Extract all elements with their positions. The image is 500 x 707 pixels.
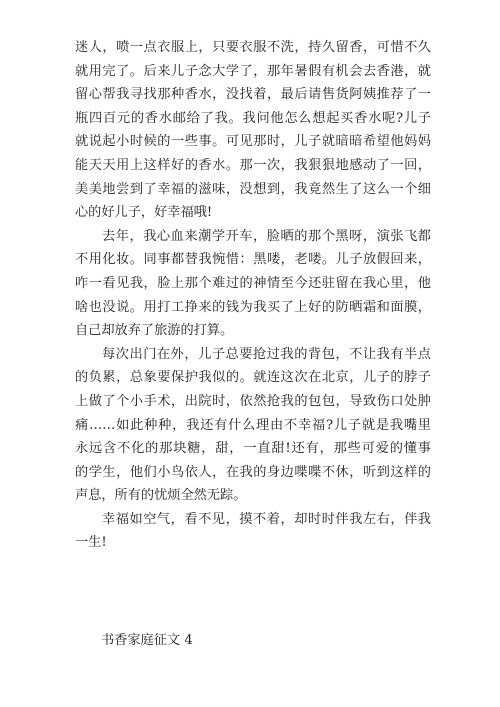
text-line: 美美地尝到了幸福的滋味，没想到，我竟然生了这么一个细 (75, 181, 431, 197)
text-line: 迷人，喷一点衣服上，只要衣服不洗，持久留香，可惜不久 (75, 40, 431, 55)
text-line: 能天天用上这样好的香水。那一次，我狠狠地感动了一回， (75, 157, 431, 173)
text-line: 永远含不化的那块糖，甜，一直甜!还有，那些可爱的懂事 (75, 441, 431, 457)
text-line: 留心帮我寻找那种香水，没找着，最后请售货阿姨推荐了一 (75, 87, 431, 103)
text-line: 上做了个小手术，出院时，依然抢我的包包，导致伤口处肿 (75, 393, 431, 409)
text-line: 的负累，总象要保护我似的。就连这次在北京，儿子的脖子 (75, 370, 431, 386)
paragraph-2 (75, 225, 431, 343)
paragraph-4 (75, 508, 431, 555)
paragraph-3 (75, 343, 431, 508)
text-line: 自己却放弃了旅游的打算。 (75, 323, 234, 339)
text-line: 一生! (75, 535, 107, 551)
text-line: 去年，我心血来潮学开车，脸晒的那个黑呀，演张飞都 (102, 228, 431, 244)
text-line: 就用完了。后来儿子念大学了，那年暑假有机会去香港，就 (75, 63, 431, 79)
text-line: 就说起小时候的一些事。可见那时，儿子就暗暗希望他妈妈 (75, 134, 431, 150)
text-line: 幸福如空气，看不见，摸不着，却时时伴我左右，伴我 (102, 511, 431, 527)
text-line: 咋一看见我，脸上那个难过的神情至今还驻留在我心里，他 (75, 275, 431, 291)
section-heading: 书香家庭征文 4 (101, 633, 193, 648)
text-line: 痛……如此种种，我还有什么理由不幸福?儿子就是我嘴里 (75, 417, 431, 433)
text-line: 的学生，他们小鸟依人，在我的身边喋喋不休，听到这样的 (75, 464, 431, 480)
article-body (75, 36, 431, 555)
text-line: 瓶四百元的香水邮给了我。我问他怎么想起买香水呢?儿子 (75, 110, 431, 126)
text-line: 啥也没说。用打工挣来的钱为我买了上好的防晒霜和面膜， (75, 299, 431, 315)
text-line: 每次出门在外，儿子总要抢过我的背包，不让我有半点 (102, 346, 431, 362)
text-line: 声息，所有的忧烦全然无踪。 (75, 488, 247, 504)
paragraph-1 (75, 36, 431, 225)
text-line: 心的好儿子，好幸福哦! (75, 205, 213, 221)
text-line: 不用化妆。同事都替我惋惜：黑喽，老喽。儿子放假回来， (75, 252, 431, 268)
